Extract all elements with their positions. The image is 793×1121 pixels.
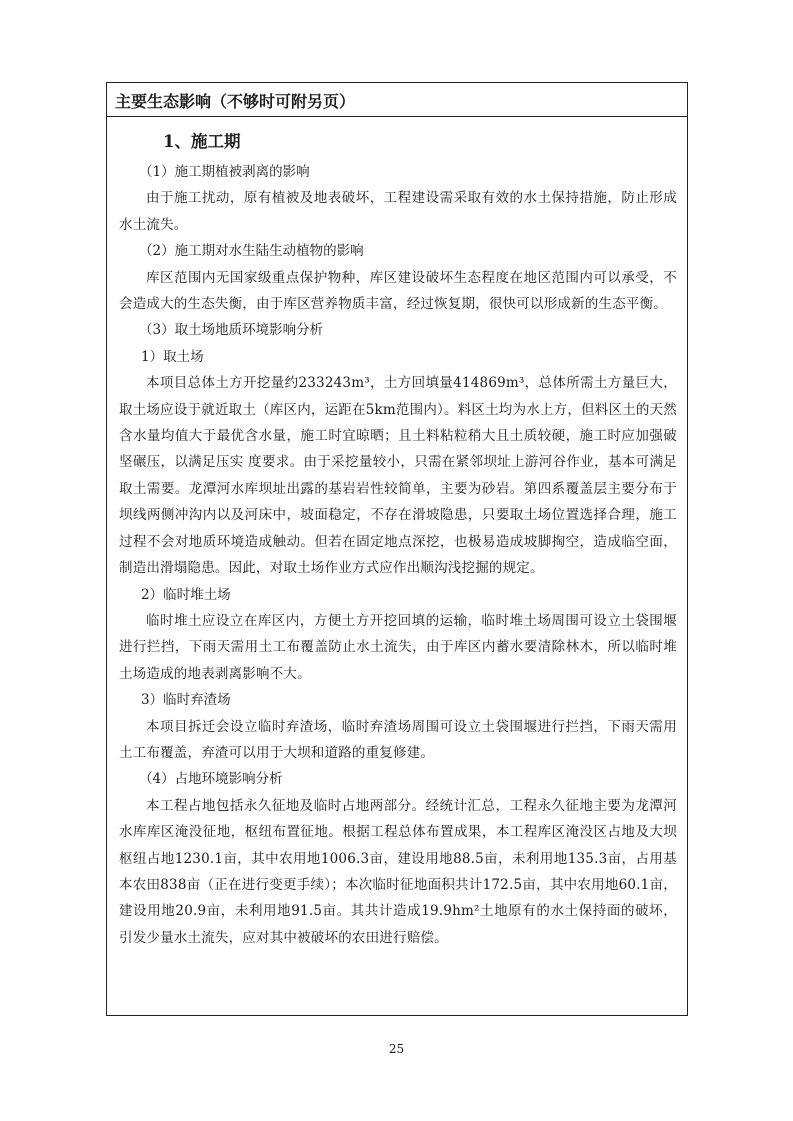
paragraph: 由于施工扰动，原有植被及地表破坏，工程建设需采取有效的水土保持措施，防止形成水土流失。: [119, 190, 677, 233]
paragraph: 库区范围内无国家级重点保护物种，库区建设破坏生态程度在地区范围内可以承受，不会造成大的生态失衡，由于库区营养物质丰富，经过恢复期，很快可以形成新的生态平衡。: [119, 269, 677, 313]
header-row: [107, 83, 687, 117]
paragraph: 临时堆土应设立在库区内，方便土方开挖回填的运输，临时堆土场周围可设立土袋围堰进行拦挡，下雨天需用土工布覆盖防止水土流失，由于库区内蓄水要清除林木，所以临时堆土场造成的地表剥离影响不大。: [119, 612, 677, 682]
paragraph: 本项目拆迁会设立临时弃渣场，临时弃渣场周围可设立土袋围堰进行拦挡，下雨天需用土工布覆盖，弃渣可以用于大坝和道路的重复修建。: [119, 718, 677, 761]
content-frame: [106, 82, 688, 1016]
subitem-heading: 3）临时弃渣场: [141, 692, 231, 709]
item-heading: （1）施工期植被剥离的影响: [139, 164, 310, 180]
box-title: 主要生态影响（不够时可附另页）: [115, 92, 356, 111]
page-number: 25: [388, 1042, 405, 1056]
item-heading: （2）施工期对水生陆生动植物的影响: [139, 243, 364, 260]
subitem-heading: 2）临时堆土场: [141, 586, 231, 603]
item-heading: （4）占地环境影响分析: [139, 771, 283, 788]
item-heading: （3）取土场地质环境影响分析: [139, 322, 324, 339]
paragraph: 本工程占地包括永久征地及临时占地两部分。经统计汇总，工程永久征地主要为龙潭河水库库区淹没征地，枢纽布置征地。根据工程总体布置成果，本工程库区淹没区占地及大坝枢纽占地1230.1亩，其中农用地1006.3亩，建设用地88.5亩，未利用地135.3亩，占用基本农田838亩（正在进行变更手续）；本次临时征地面积共计172.5亩，其中农用地60.1亩，建设用地20.9亩，未利用地91.5亩。其共计造成19.9hm²土地原有的水土保持面的破坏，引发少量水土流失，应对其中被破坏的农田进行赔偿。: [119, 797, 677, 946]
content-body: [119, 127, 677, 951]
subitem-heading: 1）取土场: [141, 348, 204, 365]
paragraph: 本项目总体土方开挖量约233243m³，土方回填量414869m³，总体所需土方量巨大，取土场应设于就近取土（库区内，运距在5km范围内）。料区土均为水上方，但料区土的天然含水量均值大于最优含水量，施工时宜晾晒；且土料粘粒稍大且土质较硬，施工时应加强破坚碾压，以满足压实 度要求。由于采挖量较小，只需在紧邻坝址上游河谷作业，基本可满足取土需要。龙潭河水库坝址出露的基岩岩性较简单，主要为砂岩。第四系覆盖层主要分布于坝线两侧冲沟内以及河床中，坡面稳定，不存在滑坡隐患，只要取土场位置选择合理，施工过程不会对地质环境造成触动。但若在固定地点深挖，也极易造成坡脚掏空，造成临空面，制造出滑塌隐患。因此，对取土场作业方式应作出顺沟浅挖掘的规定。: [119, 375, 677, 577]
section-title: 1、施工期: [163, 132, 241, 151]
